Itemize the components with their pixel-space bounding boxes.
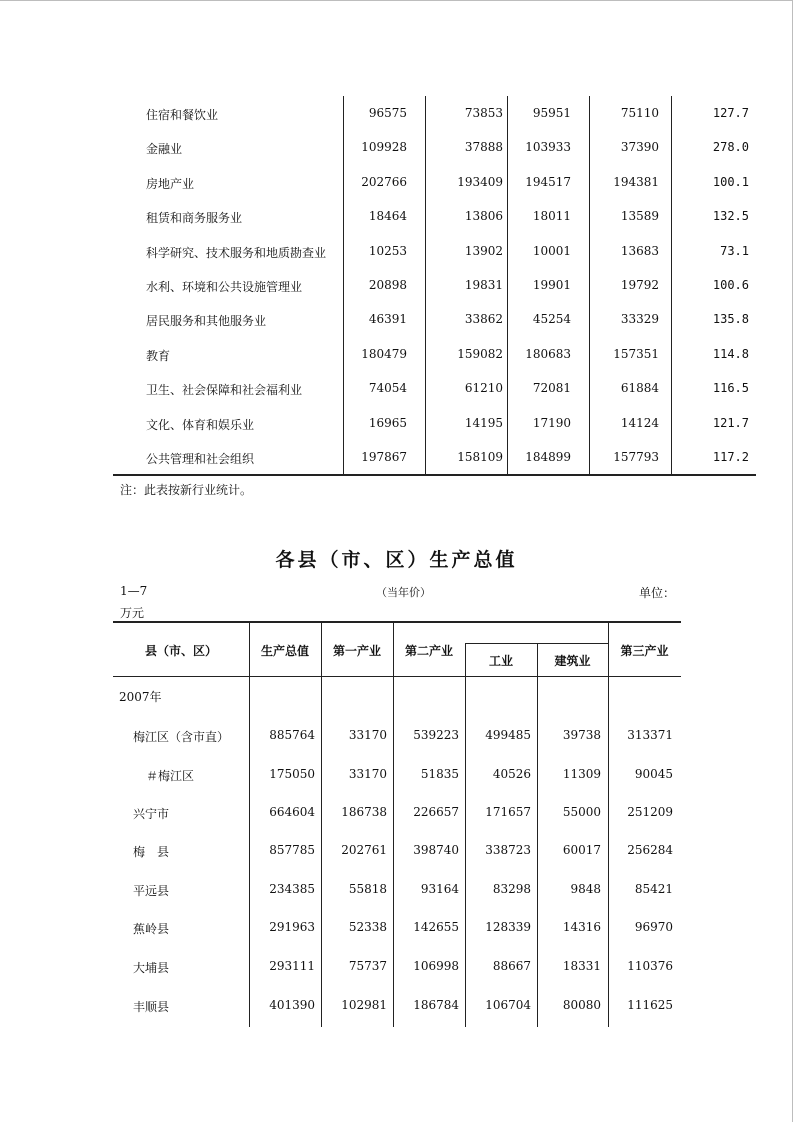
unit-label: 单位： [639, 586, 676, 600]
table-code: 1—7 [120, 584, 148, 598]
table-row [113, 882, 681, 902]
cell-value: 19792 [620, 277, 659, 292]
cell-value: 117.2 [712, 449, 749, 464]
cell-value: 401390 [269, 998, 315, 1012]
cell-value: 256284 [627, 843, 673, 857]
row-label: 兴宁市 [133, 807, 170, 821]
cell-value: 80080 [562, 998, 601, 1012]
header-primary: 第一产业 [332, 644, 381, 658]
cell-value: 11309 [562, 767, 601, 781]
table-note: 注：此表按新行业统计。 [120, 483, 253, 497]
cell-value: 664604 [269, 805, 315, 819]
row-label: 住宿和餐饮业 [146, 108, 219, 122]
cell-value: 194517 [525, 174, 571, 189]
cell-value: 75110 [620, 106, 659, 120]
cell-value: 186784 [413, 998, 459, 1012]
row-label: 租赁和商务服务业 [146, 211, 243, 226]
cell-value: 52338 [348, 920, 387, 934]
cell-value: 13683 [620, 243, 659, 258]
row-label: 水利、环境和公共设施管理业 [146, 279, 303, 294]
table-row [113, 337, 756, 371]
cell-value: 73.1 [720, 243, 749, 258]
cell-value: 121.7 [712, 415, 749, 430]
cell-value: 184899 [525, 449, 571, 464]
header-gdp: 生产总值 [260, 644, 309, 658]
cell-value: 180683 [525, 346, 571, 361]
header-county: 县（市、区） [144, 644, 217, 658]
cell-value: 128339 [485, 920, 531, 934]
cell-value: 85421 [634, 882, 673, 896]
row-label: 平远县 [133, 884, 170, 898]
county-gdp-table [113, 621, 681, 1027]
cell-value: 14195 [464, 415, 503, 430]
cell-value: 40526 [492, 767, 531, 781]
table-row [113, 165, 756, 199]
cell-value: 251209 [627, 805, 673, 819]
cell-value: 75737 [348, 959, 387, 973]
cell-value: 116.5 [712, 381, 749, 396]
cell-value: 338723 [485, 843, 531, 857]
header-bottom-rule [113, 676, 681, 677]
cell-value: 90045 [634, 767, 673, 781]
cell-value: 37888 [464, 140, 503, 155]
row-label: 卫生、社会保障和社会福利业 [146, 383, 303, 398]
cell-value: 73853 [464, 106, 503, 120]
row-label: 大埔县 [133, 961, 170, 975]
cell-value: 111625 [627, 998, 673, 1012]
cell-value: 9848 [570, 882, 601, 896]
cell-value: 83298 [492, 882, 531, 896]
cell-value: 539223 [413, 728, 459, 742]
cell-value: 37390 [620, 140, 659, 155]
cell-value: 171657 [485, 805, 531, 819]
table-row [113, 268, 756, 302]
cell-value: 398740 [413, 843, 459, 857]
row-label: 居民服务和其他服务业 [146, 314, 267, 329]
table-row [113, 234, 756, 268]
cell-value: 106998 [413, 959, 459, 973]
cell-value: 885764 [269, 728, 315, 742]
header-construction: 建筑业 [554, 654, 591, 668]
cell-value: 72081 [532, 381, 571, 396]
cell-value: 61210 [464, 381, 503, 396]
row-label: 丰顺县 [133, 1000, 170, 1014]
section-title: 各县（市、区）生产总值 [275, 549, 518, 571]
cell-value: 14316 [562, 920, 601, 934]
cell-value: 234385 [269, 882, 315, 896]
row-label: 梅江区（含市直） [133, 730, 230, 744]
cell-value: 33329 [620, 312, 659, 327]
table-row [113, 767, 681, 787]
table-bottom-rule [113, 474, 756, 476]
table-row [113, 998, 681, 1018]
cell-value: 100.1 [712, 174, 749, 189]
table-row [113, 440, 756, 474]
cell-value: 194381 [613, 174, 659, 189]
cell-value: 39738 [562, 728, 601, 742]
table-row [113, 130, 756, 164]
cell-value: 103933 [525, 140, 571, 155]
row-label: ＃梅江区 [146, 769, 195, 783]
table-top-rule [113, 621, 681, 623]
cell-value: 88667 [492, 959, 531, 973]
table-row [113, 920, 681, 940]
header-secondary: 第二产业 [404, 644, 453, 658]
cell-value: 55818 [348, 882, 387, 896]
cell-value: 106704 [485, 998, 531, 1012]
row-label: 梅 县 [133, 845, 170, 859]
row-label: 蕉岭县 [133, 922, 170, 936]
cell-value: 127.7 [712, 106, 749, 120]
cell-value: 109928 [361, 140, 407, 155]
table-row [113, 843, 681, 863]
header-industry: 工业 [488, 654, 513, 668]
cell-value: 158109 [457, 449, 503, 464]
cell-value: 110376 [627, 959, 673, 973]
cell-value: 95951 [532, 106, 571, 120]
cell-value: 93164 [420, 882, 459, 896]
cell-value: 33170 [348, 728, 387, 742]
page-edge-top [0, 0, 793, 1]
cell-value: 45254 [532, 312, 571, 327]
table-row [113, 805, 681, 825]
cell-value: 20898 [368, 277, 407, 292]
cell-value: 19831 [464, 277, 503, 292]
cell-value: 13806 [464, 209, 503, 224]
cell-value: 202761 [341, 843, 387, 857]
table-row [113, 728, 681, 748]
cell-value: 186738 [341, 805, 387, 819]
table-row [113, 406, 756, 440]
cell-value: 114.8 [712, 346, 749, 361]
table-row [113, 199, 756, 233]
cell-value: 10253 [368, 243, 407, 258]
unit-value: 万元 [120, 606, 145, 620]
cell-value: 96575 [368, 106, 407, 120]
cell-value: 60017 [562, 843, 601, 857]
cell-value: 157351 [613, 346, 659, 361]
cell-value: 18331 [562, 959, 601, 973]
header-tertiary: 第三产业 [620, 644, 669, 658]
cell-value: 313371 [627, 728, 673, 742]
cell-value: 293111 [269, 959, 315, 973]
year-label: 2007年 [119, 690, 162, 704]
cell-value: 291963 [269, 920, 315, 934]
cell-value: 51835 [420, 767, 459, 781]
industry-table [113, 96, 756, 474]
row-label: 房地产业 [146, 176, 195, 191]
cell-value: 13902 [464, 243, 503, 258]
cell-value: 175050 [269, 767, 315, 781]
table-row [113, 959, 681, 979]
cell-value: 499485 [485, 728, 531, 742]
cell-value: 74054 [368, 381, 407, 396]
cell-value: 226657 [413, 805, 459, 819]
cell-value: 61884 [620, 381, 659, 396]
cell-value: 159082 [457, 346, 503, 361]
cell-value: 46391 [368, 312, 407, 327]
cell-value: 197867 [361, 449, 407, 464]
cell-value: 96970 [634, 920, 673, 934]
cell-value: 132.5 [712, 209, 749, 224]
cell-value: 157793 [613, 449, 659, 464]
price-basis: （当年价） [376, 586, 431, 599]
cell-value: 142655 [413, 920, 459, 934]
row-label: 科学研究、技术服务和地质勘查业 [146, 245, 327, 260]
cell-value: 100.6 [712, 277, 749, 292]
cell-value: 17190 [532, 415, 571, 430]
cell-value: 13589 [620, 209, 659, 224]
cell-value: 33862 [464, 312, 503, 327]
table-row [113, 371, 756, 405]
cell-value: 14124 [620, 415, 659, 430]
cell-value: 10001 [532, 243, 571, 258]
cell-value: 180479 [361, 346, 407, 361]
cell-value: 16965 [368, 415, 407, 430]
cell-value: 857785 [269, 843, 315, 857]
cell-value: 102981 [341, 998, 387, 1012]
cell-value: 33170 [348, 767, 387, 781]
cell-value: 19901 [532, 277, 571, 292]
table-row [113, 302, 756, 336]
cell-value: 18464 [368, 209, 407, 224]
cell-value: 278.0 [712, 140, 749, 155]
row-label: 公共管理和社会组织 [146, 451, 255, 466]
row-label: 文化、体育和娱乐业 [146, 417, 255, 432]
cell-value: 18011 [532, 209, 571, 224]
cell-value: 202766 [361, 174, 407, 189]
table-row [113, 96, 756, 130]
row-label: 教育 [146, 348, 171, 363]
row-label: 金融业 [146, 142, 183, 157]
cell-value: 55000 [562, 805, 601, 819]
cell-value: 135.8 [712, 312, 749, 327]
cell-value: 193409 [457, 174, 503, 189]
